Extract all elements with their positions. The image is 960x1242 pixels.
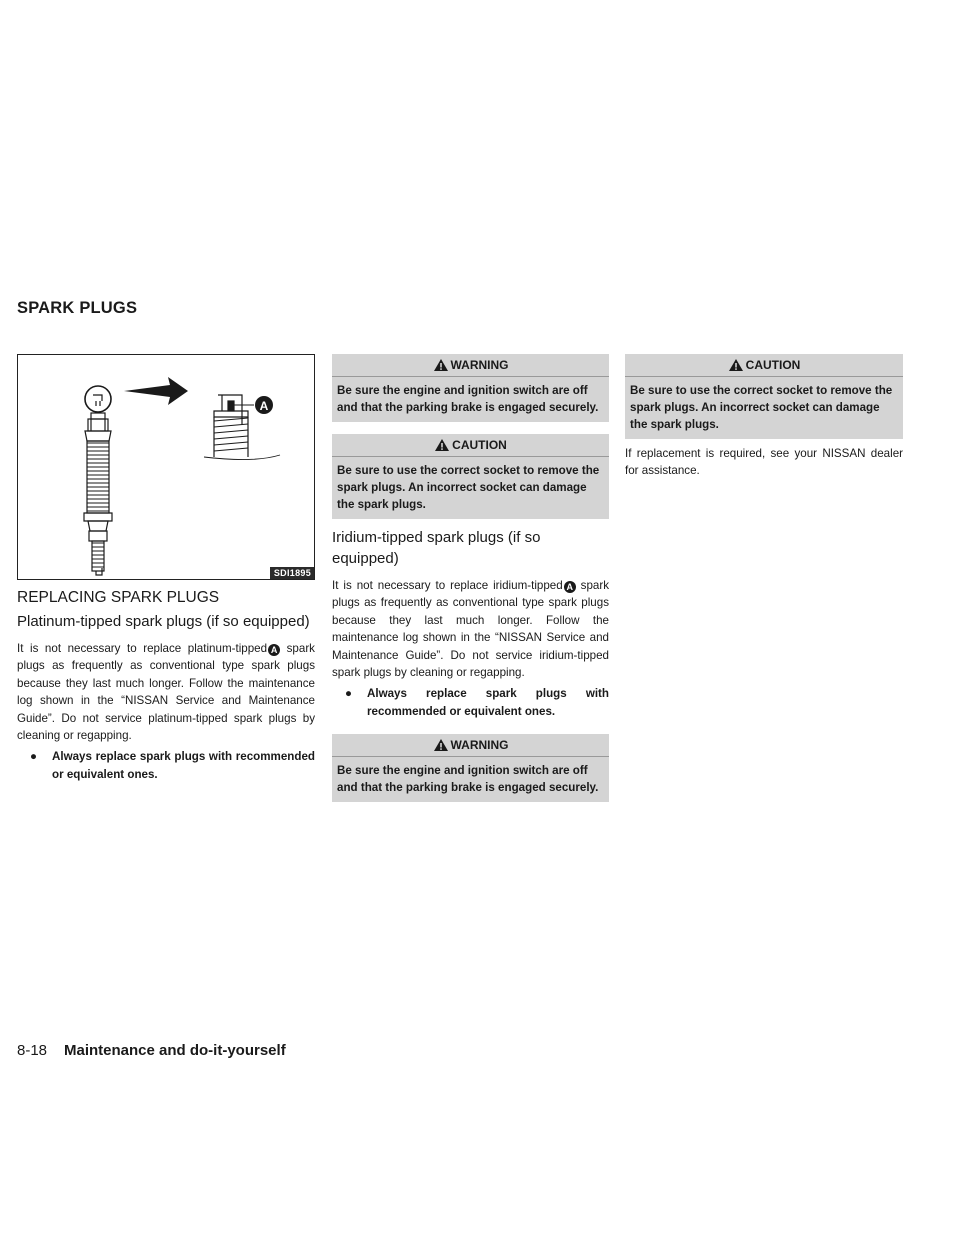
- page-number: 8-18: [17, 1042, 48, 1059]
- platinum-paragraph-rest: spark plugs as frequently as conventional type spark plugs because they last much longer. Follow the maintenance log shown in the “NISSAN Service and Maintenance Guide”. Do not service platinum-tipped spark plugs by cleaning or regapping.: [17, 642, 315, 743]
- callout-a-icon: A: [564, 581, 576, 593]
- warning-box: [332, 354, 609, 422]
- caution-box: [332, 434, 609, 519]
- spark-plug-figure: [17, 354, 315, 580]
- section-title: SPARK PLUGS: [17, 299, 138, 317]
- caution-title-2: CAUTION: [745, 358, 801, 372]
- platinum-subheading: Platinum-tipped spark plugs (if so equipped): [17, 613, 310, 630]
- warning-title-2: WARNING: [450, 738, 509, 753]
- replacing-heading: REPLACING SPARK PLUGS: [17, 589, 220, 606]
- warning-title: WARNING: [450, 358, 509, 372]
- caution-header: [332, 434, 609, 457]
- warning-triangle-icon: [728, 358, 744, 372]
- warning-text-2: Be sure the engine and ignition switch are off and that the parking brake is engaged securely.: [337, 764, 599, 795]
- warning-triangle-icon: [433, 358, 449, 372]
- caution-box-2: [625, 354, 903, 439]
- column-1: [17, 354, 315, 783]
- iridium-paragraph: [332, 577, 609, 681]
- column-2: [332, 354, 609, 802]
- iridium-subheading: Iridium-tipped spark plugs (if so equipped): [332, 529, 541, 567]
- iridium-paragraph-start: It is not necessary to replace iridium-tipped: [332, 579, 563, 592]
- platinum-paragraph-start: It is not necessary to replace platinum-tipped: [17, 642, 268, 655]
- list-item: [332, 685, 609, 720]
- iridium-paragraph-rest: spark plugs as frequently as conventional type spark plugs because they last much longer. Follow the maintenance log shown in the “NISSAN Service and Maintenance Guide”. Do not service iridium-tipped spark plugs by cleaning or regapping.: [332, 579, 609, 680]
- caution-text: Be sure to use the correct socket to remove the spark plugs. An incorrect socket can damage the spark plugs.: [337, 464, 600, 511]
- bullet-text: Always replace spark plugs with recommended or equivalent ones.: [52, 750, 315, 781]
- callout-a: A: [259, 399, 269, 413]
- bullet-icon: ●: [30, 750, 38, 764]
- replacement-paragraph: If replacement is required, see your NISSAN dealer for assistance.: [625, 447, 903, 478]
- warning-triangle-icon: [433, 738, 449, 752]
- bullet-icon: ●: [345, 687, 353, 701]
- chapter-title: Maintenance and do-it-yourself: [64, 1042, 286, 1059]
- caution-title: CAUTION: [452, 438, 507, 452]
- figure-id-label: SDI1895: [270, 567, 314, 579]
- warning-triangle-icon: [434, 438, 450, 452]
- warning-text: Be sure the engine and ignition switch are off and that the parking brake is engaged securely.: [337, 384, 599, 414]
- platinum-paragraph: [17, 640, 315, 744]
- warning-box-2: [332, 734, 609, 802]
- column-3: [625, 354, 903, 480]
- spark-plug-illustration: [18, 355, 314, 579]
- callout-a-icon: A: [268, 644, 280, 656]
- warning-header-2: [332, 734, 609, 757]
- warning-header: [332, 354, 609, 377]
- caution-header-2: [625, 354, 903, 377]
- bullet-text: Always replace spark plugs with recommended or equivalent ones.: [367, 687, 609, 718]
- list-item: [17, 748, 315, 783]
- caution-text-2: Be sure to use the correct socket to remove the spark plugs. An incorrect socket can damage the spark plugs.: [630, 384, 893, 431]
